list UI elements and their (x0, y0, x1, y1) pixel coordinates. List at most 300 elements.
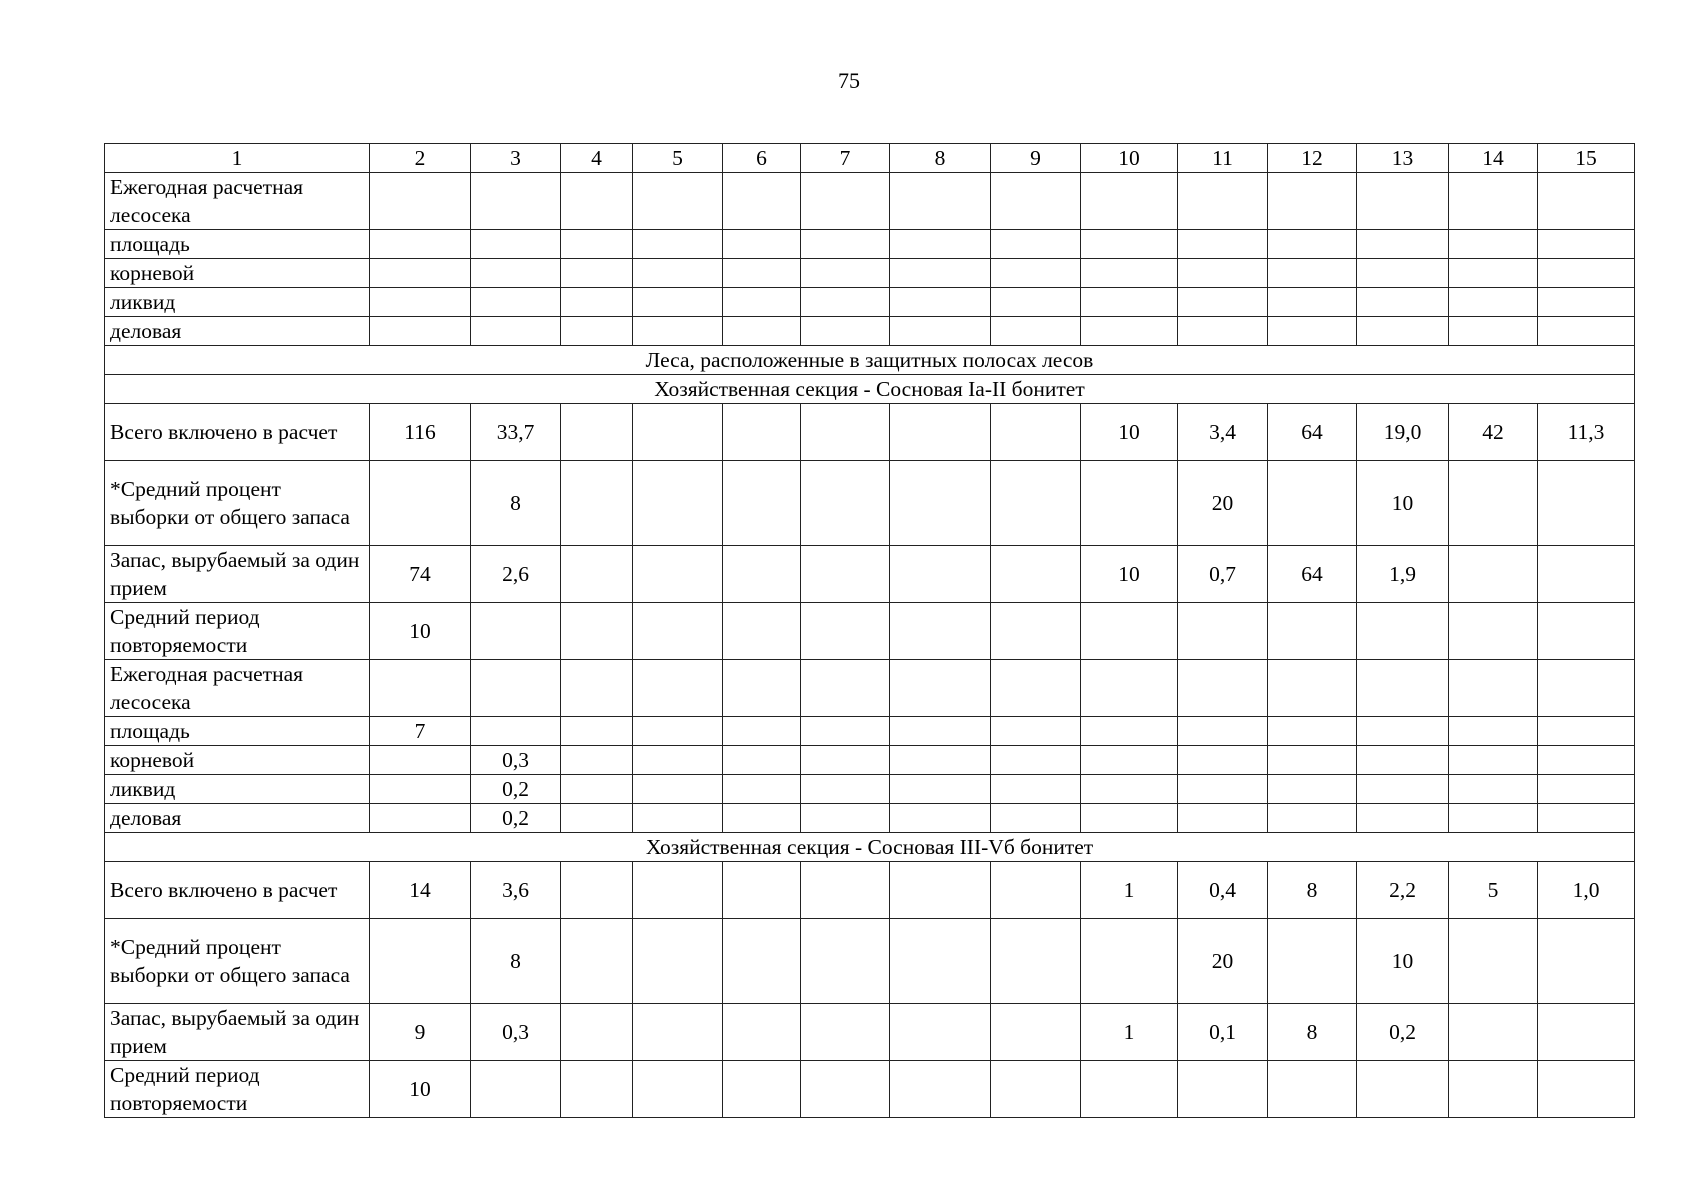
table-cell: 19,0 (1357, 404, 1449, 461)
table-cell (1449, 804, 1538, 833)
table-cell (723, 603, 801, 660)
table-cell (801, 1004, 890, 1061)
table-cell (801, 919, 890, 1004)
table-cell (471, 1061, 561, 1118)
table-cell (723, 546, 801, 603)
table-cell (991, 546, 1081, 603)
table-cell (1449, 1061, 1538, 1118)
table-cell (561, 288, 633, 317)
table-cell (1449, 746, 1538, 775)
table-cell: 42 (1449, 404, 1538, 461)
table-cell (723, 775, 801, 804)
table-cell (1538, 660, 1635, 717)
table-cell (1268, 804, 1357, 833)
table-cell (561, 404, 633, 461)
column-number-cell: 14 (1449, 144, 1538, 173)
table-cell (1357, 230, 1449, 259)
table-cell (561, 1061, 633, 1118)
table-cell: 14 (370, 862, 471, 919)
table-cell (633, 1004, 723, 1061)
table-row (105, 804, 1635, 833)
table-cell: 1 (1081, 1004, 1178, 1061)
table-cell (633, 404, 723, 461)
table-cell (890, 717, 991, 746)
table-cell (890, 317, 991, 346)
table-cell: 8 (471, 461, 561, 546)
table-row (105, 746, 1635, 775)
table-cell (801, 804, 890, 833)
forest-calculation-table (104, 143, 1635, 1118)
column-number-cell: 1 (105, 144, 370, 173)
row-label: деловая (105, 317, 370, 346)
table-cell (801, 288, 890, 317)
table-cell (1449, 461, 1538, 546)
table-cell (1268, 259, 1357, 288)
table-cell (991, 775, 1081, 804)
table-cell (1268, 230, 1357, 259)
table-row (105, 259, 1635, 288)
table-cell (890, 173, 991, 230)
table-cell (1449, 1004, 1538, 1061)
section-heading-row (105, 346, 1635, 375)
table-cell (1081, 317, 1178, 346)
table-cell (1538, 775, 1635, 804)
table-cell (1538, 546, 1635, 603)
row-label: Запас, вырубаемый за один прием (105, 546, 370, 603)
table-cell (633, 230, 723, 259)
table-cell (1538, 717, 1635, 746)
table-cell: 11,3 (1538, 404, 1635, 461)
table-cell: 116 (370, 404, 471, 461)
table-cell (633, 746, 723, 775)
table-cell (890, 230, 991, 259)
table-cell (370, 259, 471, 288)
table-cell (991, 862, 1081, 919)
table-cell (1178, 230, 1268, 259)
table-cell (723, 660, 801, 717)
table-cell (991, 804, 1081, 833)
table-cell (890, 1004, 991, 1061)
table-cell (370, 288, 471, 317)
table-cell (1268, 461, 1357, 546)
table-cell (1357, 746, 1449, 775)
table-cell (561, 746, 633, 775)
table-cell: 8 (471, 919, 561, 1004)
table-cell: 1 (1081, 862, 1178, 919)
table-cell (1081, 259, 1178, 288)
table-cell (723, 717, 801, 746)
table-row (105, 1061, 1635, 1118)
table-cell (801, 404, 890, 461)
row-label: деловая (105, 804, 370, 833)
column-number-cell: 9 (991, 144, 1081, 173)
table-cell (1538, 746, 1635, 775)
table-cell (801, 259, 890, 288)
table-cell (471, 230, 561, 259)
table-cell (1081, 173, 1178, 230)
table-cell (1538, 919, 1635, 1004)
table-cell (1538, 173, 1635, 230)
table-cell (561, 461, 633, 546)
row-label: Средний период повторяемости (105, 603, 370, 660)
table-cell: 1,9 (1357, 546, 1449, 603)
table-cell (991, 919, 1081, 1004)
row-label: Средний период повторяемости (105, 1061, 370, 1118)
table-cell (1178, 775, 1268, 804)
table-cell (723, 461, 801, 546)
table-cell (633, 660, 723, 717)
table-cell (890, 288, 991, 317)
table-cell (561, 546, 633, 603)
table-cell (633, 804, 723, 833)
table-cell (723, 1061, 801, 1118)
table-cell (801, 546, 890, 603)
page-number: 75 (838, 68, 860, 93)
table-cell (1081, 717, 1178, 746)
table-cell: 7 (370, 717, 471, 746)
table-cell (561, 317, 633, 346)
table-cell (633, 862, 723, 919)
table-cell: 1,0 (1538, 862, 1635, 919)
table-cell (723, 288, 801, 317)
table-cell: 0,7 (1178, 546, 1268, 603)
table-cell (1268, 746, 1357, 775)
column-number-cell: 5 (633, 144, 723, 173)
table-cell (471, 317, 561, 346)
table-cell (471, 288, 561, 317)
table-cell (633, 461, 723, 546)
table-cell (890, 1061, 991, 1118)
section-heading: Хозяйственная секция - Сосновая III-Vб бонитет (105, 833, 1635, 862)
table-cell: 5 (1449, 862, 1538, 919)
row-label: площадь (105, 230, 370, 259)
row-label: ликвид (105, 775, 370, 804)
table-cell: 2,2 (1357, 862, 1449, 919)
section-heading: Леса, расположенные в защитных полосах лесов (105, 346, 1635, 375)
table-cell (723, 230, 801, 259)
table-cell (370, 919, 471, 1004)
table-cell (890, 259, 991, 288)
table-cell (1449, 317, 1538, 346)
column-number-cell: 2 (370, 144, 471, 173)
table-cell: 0,2 (471, 804, 561, 833)
table-cell (991, 230, 1081, 259)
table-cell (1268, 919, 1357, 1004)
table-row (105, 173, 1635, 230)
table-row (105, 775, 1635, 804)
table-cell (1178, 173, 1268, 230)
table-cell (471, 259, 561, 288)
table-cell (561, 660, 633, 717)
table-cell (1357, 173, 1449, 230)
table-row (105, 919, 1635, 1004)
row-label: Всего включено в расчет (105, 862, 370, 919)
table-cell (1178, 804, 1268, 833)
table-cell (890, 660, 991, 717)
column-number-cell: 13 (1357, 144, 1449, 173)
table-cell: 0,2 (471, 775, 561, 804)
table-cell (561, 230, 633, 259)
table-cell (991, 317, 1081, 346)
row-label: ликвид (105, 288, 370, 317)
table-cell: 10 (1357, 461, 1449, 546)
row-label: корневой (105, 746, 370, 775)
table-cell (1178, 660, 1268, 717)
table-cell: 9 (370, 1004, 471, 1061)
table-cell: 8 (1268, 862, 1357, 919)
table-cell (370, 804, 471, 833)
table-cell (1357, 317, 1449, 346)
table-cell (1449, 660, 1538, 717)
table-cell (1449, 603, 1538, 660)
table-cell (561, 603, 633, 660)
table-cell (1357, 288, 1449, 317)
column-number-row (105, 144, 1635, 173)
table-cell (370, 173, 471, 230)
table-cell (471, 173, 561, 230)
row-label: Ежегодная расчетная лесосека (105, 173, 370, 230)
table-cell (1449, 775, 1538, 804)
table-cell (561, 259, 633, 288)
table-cell (633, 546, 723, 603)
table-cell (801, 173, 890, 230)
table-cell (1357, 775, 1449, 804)
row-label: Ежегодная расчетная лесосека (105, 660, 370, 717)
table-row (105, 317, 1635, 346)
table-cell (561, 173, 633, 230)
table-cell: 0,1 (1178, 1004, 1268, 1061)
row-label: Запас, вырубаемый за один прием (105, 1004, 370, 1061)
column-number-cell: 12 (1268, 144, 1357, 173)
table-cell (1178, 603, 1268, 660)
table-cell (1268, 317, 1357, 346)
table-cell (890, 404, 991, 461)
table-cell (633, 775, 723, 804)
table-cell: 20 (1178, 919, 1268, 1004)
table-cell (890, 862, 991, 919)
column-number-cell: 11 (1178, 144, 1268, 173)
table-cell (633, 919, 723, 1004)
table-cell: 3,4 (1178, 404, 1268, 461)
table-row (105, 230, 1635, 259)
table-cell: 2,6 (471, 546, 561, 603)
table-cell (991, 660, 1081, 717)
table-row (105, 461, 1635, 546)
table-row (105, 660, 1635, 717)
table-cell (890, 804, 991, 833)
table-cell (801, 717, 890, 746)
table-cell: 74 (370, 546, 471, 603)
table-cell (471, 717, 561, 746)
table-cell (1357, 259, 1449, 288)
table-cell (890, 775, 991, 804)
table-cell (561, 862, 633, 919)
table-cell: 0,3 (471, 1004, 561, 1061)
table-cell (1081, 746, 1178, 775)
table-cell (1357, 603, 1449, 660)
table-cell (801, 746, 890, 775)
row-label: корневой (105, 259, 370, 288)
table-cell (1268, 660, 1357, 717)
table-cell (890, 546, 991, 603)
table-cell (801, 660, 890, 717)
table-cell (801, 317, 890, 346)
table-cell (370, 746, 471, 775)
table-cell (1268, 603, 1357, 660)
table-cell (561, 775, 633, 804)
table-cell (890, 461, 991, 546)
table-cell (633, 1061, 723, 1118)
table-cell: 8 (1268, 1004, 1357, 1061)
table-cell (633, 603, 723, 660)
table-cell (561, 1004, 633, 1061)
table-cell (1538, 1004, 1635, 1061)
table-cell (1081, 660, 1178, 717)
table-cell (1449, 230, 1538, 259)
table-cell: 33,7 (471, 404, 561, 461)
table-cell (370, 775, 471, 804)
column-number-cell: 15 (1538, 144, 1635, 173)
table-cell: 64 (1268, 546, 1357, 603)
table-cell (1357, 717, 1449, 746)
table-cell (723, 317, 801, 346)
table-cell (723, 259, 801, 288)
table-cell (561, 717, 633, 746)
table-cell (1449, 919, 1538, 1004)
table-cell: 3,6 (471, 862, 561, 919)
table-cell (471, 660, 561, 717)
table-cell: 10 (1081, 404, 1178, 461)
section-heading-row (105, 375, 1635, 404)
table-cell: 0,2 (1357, 1004, 1449, 1061)
table-cell (723, 746, 801, 775)
table-cell: 20 (1178, 461, 1268, 546)
table-cell (1178, 317, 1268, 346)
table-cell (1081, 461, 1178, 546)
table-cell (1178, 717, 1268, 746)
section-heading: Хозяйственная секция - Сосновая Iа-II бонитет (105, 375, 1635, 404)
table-cell (991, 746, 1081, 775)
table-cell (1538, 1061, 1635, 1118)
table-cell (1081, 804, 1178, 833)
table-cell (1178, 259, 1268, 288)
table-cell (1178, 288, 1268, 317)
table-cell: 10 (1081, 546, 1178, 603)
table-cell (1178, 1061, 1268, 1118)
table-cell (1449, 288, 1538, 317)
table-cell: 10 (1357, 919, 1449, 1004)
table-cell (1081, 919, 1178, 1004)
table-cell (1538, 461, 1635, 546)
table-cell (633, 288, 723, 317)
table-cell (991, 288, 1081, 317)
table-cell (1357, 1061, 1449, 1118)
table-cell (471, 603, 561, 660)
table-cell (1081, 775, 1178, 804)
table-cell (991, 173, 1081, 230)
table-cell (1357, 804, 1449, 833)
row-label: *Средний процент выборки от общего запаса (105, 461, 370, 546)
column-number-cell: 8 (890, 144, 991, 173)
table-cell (1081, 230, 1178, 259)
table-cell (561, 804, 633, 833)
table-cell (633, 259, 723, 288)
table-cell (1081, 288, 1178, 317)
table-cell (1081, 603, 1178, 660)
table-cell (1449, 259, 1538, 288)
table-cell (1449, 717, 1538, 746)
table-cell (890, 919, 991, 1004)
table-row (105, 603, 1635, 660)
table-cell (1449, 546, 1538, 603)
table-cell: 64 (1268, 404, 1357, 461)
table-row (105, 717, 1635, 746)
row-label: *Средний процент выборки от общего запаса (105, 919, 370, 1004)
table-row (105, 288, 1635, 317)
table-cell (991, 259, 1081, 288)
table-cell (1268, 173, 1357, 230)
table-cell (991, 404, 1081, 461)
table-cell (1538, 804, 1635, 833)
row-label: Всего включено в расчет (105, 404, 370, 461)
table-cell (1538, 259, 1635, 288)
table-row (105, 862, 1635, 919)
table-cell (991, 603, 1081, 660)
table-row (105, 546, 1635, 603)
table-cell (723, 173, 801, 230)
table-cell (370, 317, 471, 346)
table-cell (991, 1061, 1081, 1118)
row-label: площадь (105, 717, 370, 746)
table-cell (633, 317, 723, 346)
table-cell (801, 775, 890, 804)
column-number-cell: 10 (1081, 144, 1178, 173)
table-row (105, 404, 1635, 461)
table-cell (1268, 1061, 1357, 1118)
table-cell (1538, 603, 1635, 660)
table-cell (1357, 660, 1449, 717)
column-number-cell: 4 (561, 144, 633, 173)
table-cell (1538, 288, 1635, 317)
table-cell (561, 919, 633, 1004)
table-cell (801, 862, 890, 919)
table-cell (723, 862, 801, 919)
column-number-cell: 6 (723, 144, 801, 173)
table-cell (991, 461, 1081, 546)
table-cell (723, 404, 801, 461)
column-number-cell: 3 (471, 144, 561, 173)
table-cell (1268, 288, 1357, 317)
table-cell (801, 230, 890, 259)
table-cell (370, 230, 471, 259)
table-cell (801, 603, 890, 660)
table-cell (991, 717, 1081, 746)
table-cell (370, 660, 471, 717)
column-number-cell: 7 (801, 144, 890, 173)
table-cell (801, 461, 890, 546)
table-cell (633, 173, 723, 230)
table-cell (1538, 230, 1635, 259)
table-cell: 10 (370, 1061, 471, 1118)
table-cell (801, 1061, 890, 1118)
table-cell (633, 717, 723, 746)
table-cell (1081, 1061, 1178, 1118)
table-cell: 0,3 (471, 746, 561, 775)
table-cell: 0,4 (1178, 862, 1268, 919)
section-heading-row (105, 833, 1635, 862)
table-cell (723, 1004, 801, 1061)
table-cell (1268, 775, 1357, 804)
